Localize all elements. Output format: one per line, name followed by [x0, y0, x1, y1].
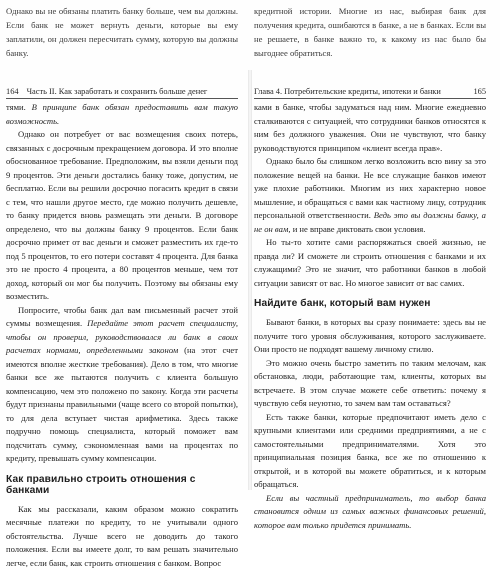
right-paragraphs-after [254, 316, 486, 530]
section-heading: Найдите банк, который вам нужен [254, 298, 431, 309]
italic-text: Ведь это вы должны банку, а не он вам [254, 210, 486, 234]
paragraph [254, 492, 486, 530]
paragraph [6, 304, 238, 466]
text-run: ками в банке, чтобы задуматься над ним. Многие ежедневно сталкиваются с ситуацией, что сотрудники банков относятся к ним без должного уважения. Они не чувствуют, что банку руководствуются принципом «клиент всегда прав». [254, 102, 486, 153]
running-head: Глава 4. Потребительские кредиты, ипотеки и банки [254, 87, 441, 96]
right-page [254, 0, 496, 530]
paragraph [6, 101, 238, 128]
right-running-header [254, 83, 486, 99]
text-run: тями. [6, 102, 32, 112]
text-run: Есть также банки, которые предпочитают иметь дело с крупными клиентами или средними предприятиями, а не с самостоятельными предпринимателями. Хотя это принципиальная позиция банка, все же по отношению к открытой, и в которой вы можете обратиться, и к которым обращаться. [254, 411, 486, 489]
section-heading: Как правильно строить отношения с банками [6, 473, 196, 496]
previous-page-strip [6, 4, 238, 64]
page-number: 164 [6, 87, 19, 96]
italic-text: Передайте этот расчет специалисту, чтобы он проверил, руководствовался ли банк в своих расчетах нормами, определенными законом [6, 318, 238, 355]
italic-text: Если вы частный предприниматель, то выбор банка становится одним из самых важных финансовых решений, которое вам только придется принимать. [254, 492, 486, 530]
previous-page-strip [254, 4, 486, 64]
left-paragraphs [6, 101, 238, 466]
text-run: Это можно очень быстро заметить по таким мелочам, как обстановка, люди, работающие там, клиенты, которых вы встречаете. В этом случае можете себе ответить: почему я чувствую себя неуютно, то зачем вам там оставаться? [254, 357, 486, 408]
text-run: (на этот счет имеются вполне жесткие требования). Дело в том, что многие банки все же пытаются получить с клиента большую компенсацию, чем это положено по закону. Когда эти расчеты будут признаны правильными (чаще всего со второй попытки), то для дела вступает чистая арифметика. Здесь также подручно помощь специалиста, который поможет вам подсчитать сумму, сэкономленная вами на процентах по кредиту, превышать сумму компенсации. [6, 345, 238, 463]
text-run: Но ты-то хотите сами распоряжаться своей жизнью, не правда ли? И сможете ли строить отношения с банками и их служащими? Это не значит, что работники банков в любой ситуации зависят от вас. Но многое зависит от вас самих. [254, 237, 486, 288]
text-run: , и не вправе диктовать свои условия. [288, 223, 426, 234]
paragraph [254, 236, 486, 290]
text-run: Как мы рассказали, каким образом можно сократить месячные платежи по кредиту, то не учитывали одного обстоятельства. Лучше всего не доводить до такого положения. Если вы имеете долг, то вам решать значительно легче, если банк, как строить отношения с банком. Вопрос [6, 503, 238, 568]
left-page-body [6, 101, 238, 568]
text-run: Однако было бы слишком легко возложить всю вину за это положение вещей на банки. Не все служащие банков имеют уже плохие работники. Многим из них характерно новое мышление, и обращаться с вами как частному лицу, сотрудник персональной ответственности. [254, 156, 486, 220]
text-run: Бывают банки, в которых вы сразу понимаете: здесь вы не получите того уровня обслуживания, которого заслуживаете. Они просто не подходят вашему личному стилю. [254, 317, 486, 354]
page-number: 165 [473, 87, 486, 96]
left-paragraphs-after [6, 503, 238, 568]
left-page [6, 0, 248, 568]
paragraph [254, 155, 486, 236]
right-page-body [254, 101, 486, 530]
paragraph [254, 316, 486, 357]
right-paragraphs [254, 101, 486, 290]
text-run: Однако он потребует от вас возмещения своих потерь, связанных с досрочным прекращением договора. И это вполне обоснованное требование. Предположим, вы взяли деньги под 9 процентов. Эти деньги достались банку тоже, допустим, не бесплатно. Если вы решили досрочно погасить кредит в связи с тем, что нашли другое место, где можно получить дешевле, то банку придется вновь размещать эти деньги. В договоре определено, что вы должны банку 9 процентов. Если банк досрочно примет от вас деньги и сможет разместить их где-то под 5 процентов, то его потери составят 4 процента. Для банка это не просто 4 процента, а 80 процентов меньше, чем тот доход, который он мог бы получить. Поэтому вы обязаны ему возместить. [6, 129, 238, 301]
previous-page-text: кредитной истории. Многие из нас, выбирая банк для получения кредита, ошибаются в банке, а не в банках. Если вы не решаете, в банке важно то, к какому из нас было бы выгоднее обратиться. [254, 6, 486, 58]
previous-page-text: Однако вы не обязаны платить банку больше, чем вы должны. Если банк не может вернуть деньги, которые вы ему заплатили, он должен пересчитать сумму, которую вы должны банку. [6, 6, 238, 58]
paragraph [6, 503, 238, 568]
paragraph [254, 101, 486, 155]
paragraph [254, 411, 486, 492]
left-running-header [6, 83, 238, 99]
paragraph [254, 357, 486, 411]
italic-text: В принципе банк обязан предоставить вам такую возможность. [6, 102, 238, 126]
running-head: Часть II. Как заработать и сохранить больше денег [26, 87, 208, 96]
book-spine [248, 70, 252, 490]
text-run: Попросите, чтобы банк дал вам письменный расчет этой суммы возмещения. [6, 304, 238, 328]
paragraph [6, 128, 238, 304]
